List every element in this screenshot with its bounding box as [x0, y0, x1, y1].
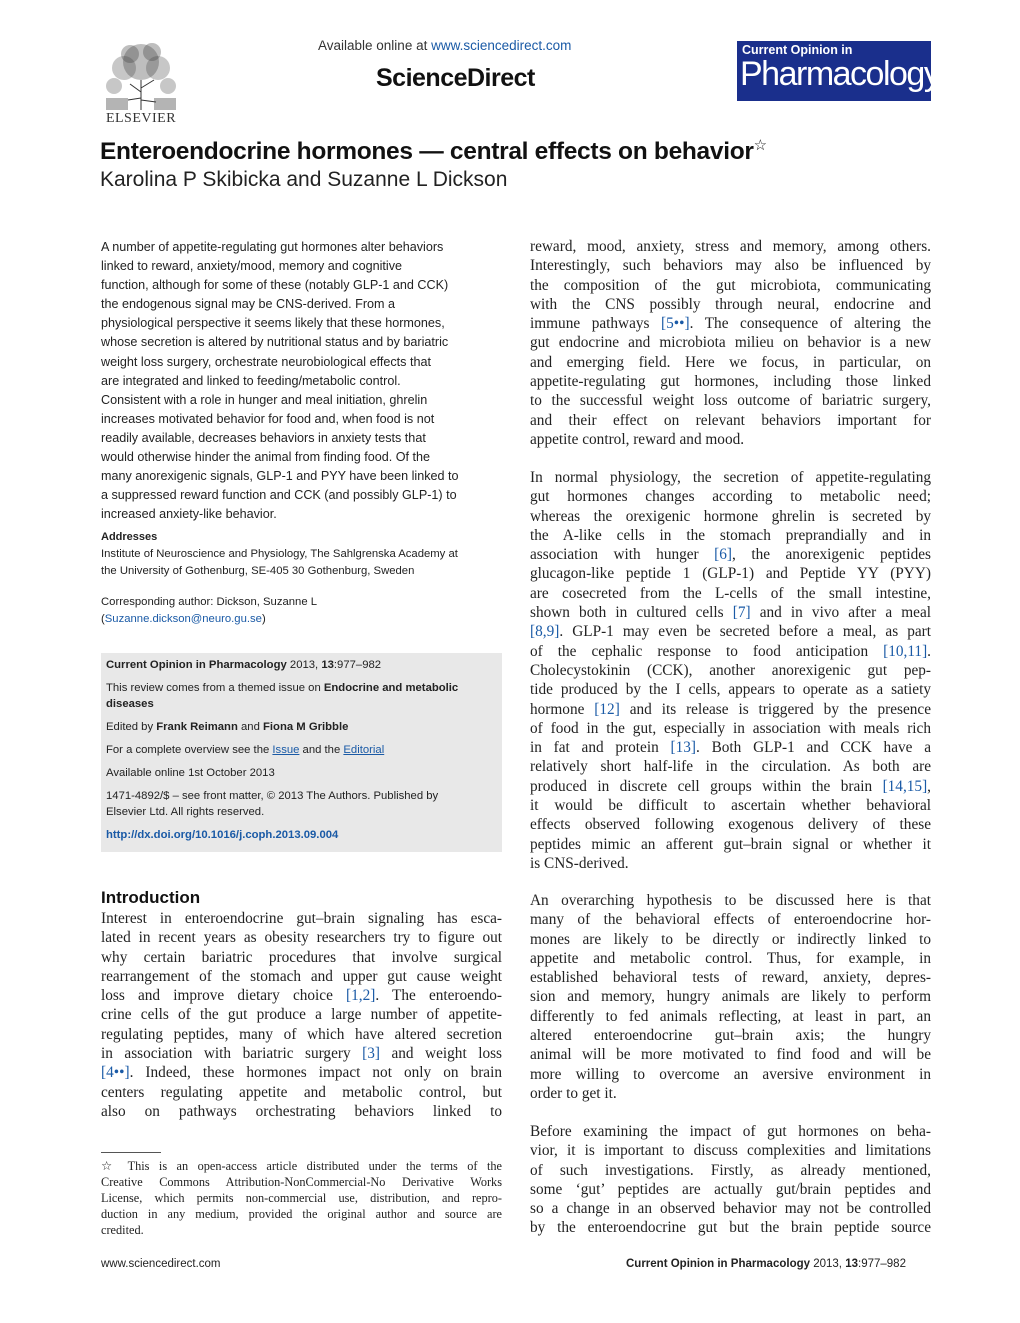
editorial-link[interactable]: Editorial: [343, 744, 385, 756]
addresses-heading: Addresses: [101, 531, 158, 543]
body-text: .: [927, 642, 931, 660]
footer-volume: 13: [845, 1258, 858, 1270]
body-text: in fat and protein: [530, 739, 671, 757]
corresponding-author: [101, 594, 503, 628]
body-line: In normal physiology, the secretion of appetite-regulating: [530, 469, 931, 486]
body-line: animal will be more motivated to find food and will be: [530, 1046, 931, 1064]
body-line: with the CNS possibly through neural, endocrine and: [530, 295, 931, 313]
article-title-text: Enteroendocrine hormones — central effects on behavior: [100, 138, 754, 166]
body-text: immune pathways: [530, 315, 662, 333]
reference-link[interactable]: [7]: [732, 604, 751, 622]
corresponding-author-email-line: (Suzanne.dickson@neuro.gu.se): [101, 613, 266, 625]
reference-link[interactable]: [1,2]: [346, 987, 376, 1005]
body-line: and emerging field. Here we focus, in particular, on: [530, 353, 931, 371]
body-line: [530, 700, 931, 719]
body-line: is CNS-derived.: [530, 854, 629, 872]
body-line: [530, 738, 931, 757]
body-line: so a change in an observed behavior may not be controlled: [530, 1200, 931, 1218]
themed-issue-line: [106, 682, 458, 694]
body-text: . The enteroendo-: [375, 987, 503, 1005]
editors-and: and: [237, 721, 264, 733]
body-text: hormone: [530, 700, 595, 718]
body-line: [530, 642, 931, 661]
journal-logo-small: Current Opinion in: [742, 43, 853, 57]
overview-and: and the: [299, 744, 344, 756]
address-line: Institute of Neuroscience and Physiology, The Sahlgrenska Academy at: [101, 548, 458, 560]
body-line: [530, 777, 931, 796]
article-authors: Karolina P Skibicka and Suzanne L Dickson: [100, 168, 508, 191]
body-line: altered enteroendocrine gut–brain axis; the hungry: [530, 1027, 931, 1045]
body-line: the A-like cells in the stomach preprandially and in: [530, 526, 931, 544]
body-text: and in vivo after a meal: [750, 604, 931, 622]
right-paragraph-1: [530, 237, 931, 449]
abstract-line: would otherwise hinder the animal from finding food. Of the: [101, 450, 431, 465]
body-text: , the anorexigenic peptides: [732, 546, 931, 564]
body-line: gut endocrine and microbiota milieu on behavior is a new: [530, 334, 931, 352]
available-online-date: Available online 1st October 2013: [106, 767, 275, 779]
body-text: . GLP-1 may even be secreted before a meal, as part: [559, 623, 931, 641]
body-line: of food in the gut, especially in association with meals rich: [530, 719, 931, 737]
copyright-line: 1471-4892/$ – see front matter, © 2013 The Authors. Published by: [106, 790, 439, 802]
open-access-footnote: [101, 1158, 502, 1238]
reference-link[interactable]: [8,9]: [530, 623, 560, 641]
body-line: peptides mimic an afferent gut–brain signal or whether it: [530, 835, 931, 853]
abstract-line: increased anxiety-like behavior.: [101, 507, 277, 522]
reference-link[interactable]: [3]: [362, 1045, 380, 1063]
abstract-line: Consistent with a role in hunger and meal initiation, ghrelin: [101, 392, 428, 407]
body-line: by the enteroendocrine gut but the brain peptide source: [530, 1219, 931, 1237]
reference-link[interactable]: [12]: [594, 700, 620, 718]
journal-logo: [737, 41, 940, 101]
abstract: [101, 238, 501, 524]
body-line: more willing to overcome an aversive environment in: [530, 1065, 931, 1083]
body-line: [101, 1044, 502, 1063]
footer-pages: :977–982: [858, 1258, 906, 1270]
body-line: also on pathways orchestrating behaviors linked to: [101, 1102, 502, 1120]
body-text: . Indeed, these hormones impact not only on brain: [129, 1064, 502, 1082]
body-line: [101, 1063, 502, 1082]
introduction-heading: Introduction: [101, 888, 201, 907]
body-line: regulating peptides, many of which have altered secretion: [101, 1025, 502, 1043]
body-line: differently to fed animals reflecting, at least in part, an: [530, 1007, 931, 1025]
abstract-line: weight loss surgery, orchestrate neurobiological effects that: [101, 354, 431, 369]
editor-name: Fiona M Gribble: [263, 721, 349, 733]
abstract-line: A number of appetite-regulating gut hormones alter behaviors: [101, 240, 444, 254]
body-line: [530, 622, 931, 641]
reference-link[interactable]: [4••]: [101, 1064, 130, 1082]
footnote-line: credited.: [101, 1223, 144, 1237]
body-text: of the cephalic response to food anticipation: [530, 642, 884, 660]
footnote-line: Creative Commons Attribution-NonCommercial-No Derivative Works: [101, 1175, 502, 1189]
body-line: established behavioral tests of reward, anxiety, depres-: [530, 969, 931, 987]
issue-link[interactable]: Issue: [272, 744, 300, 756]
abstract-line: increases motivated behavior for food and, when food is not: [101, 411, 435, 426]
themed-issue-prefix: This review comes from a themed issue on: [106, 682, 324, 694]
reference-link[interactable]: [6]: [714, 546, 732, 564]
body-line: [530, 545, 931, 564]
article-title: [100, 136, 767, 166]
body-text: association with hunger: [530, 546, 715, 564]
address-line: the University of Gothenburg, SE-405 30 Gothenburg, Sweden: [101, 565, 415, 577]
footnote-line: License, which permits non-commercial use, distribution, and repro-: [101, 1191, 502, 1205]
body-line: appetite and metabolic control. Thus, for example, in: [530, 949, 931, 967]
body-line: mones are likely to be directly or indirectly linked to: [530, 930, 931, 948]
body-line: order to get it.: [530, 1084, 617, 1102]
body-line: it would be difficult to ascertain whether behavioral: [530, 797, 931, 815]
body-line: Before examining the impact of gut hormones on beha-: [530, 1123, 931, 1140]
body-line: glucagon-like peptide 1 (GLP-1) and Peptide YY (PYY): [530, 565, 931, 583]
body-text: ,: [927, 777, 931, 795]
abstract-line: are integrated and linked to feeding/metabolic control.: [101, 373, 401, 388]
body-line: [530, 314, 931, 333]
abstract-line: a suppressed reward function and CCK (and possibly GLP-1) to: [101, 488, 457, 503]
abstract-line: linked to reward, anxiety/mood, memory and cognitive: [101, 259, 402, 274]
body-text: in association with bariatric surgery: [101, 1045, 363, 1063]
body-line: lated in recent years as obesity researchers try to figure out: [101, 929, 502, 947]
author-email-link[interactable]: Suzanne.dickson@neuro.gu.se: [104, 613, 262, 625]
body-text: loss and improve dietary choice: [101, 987, 347, 1005]
body-line: [101, 986, 502, 1005]
body-line: crine cells of the gut produce a large number of appetite-: [101, 1006, 502, 1024]
body-line: reward, mood, anxiety, stress and memory, among others.: [530, 238, 931, 255]
open-access-star-icon[interactable]: ☆: [753, 137, 767, 154]
body-line: [530, 603, 931, 622]
body-line: Cholecystokinin (CCK), another anorexigenic gut pep-: [530, 661, 931, 679]
body-text: . The consequence of altering the: [689, 315, 931, 333]
citation-pages: :977–982: [333, 659, 382, 671]
footer-journal: Current Opinion in Pharmacology: [626, 1258, 811, 1270]
body-line: to the successful weight loss outcome of bariatric surgery,: [530, 392, 931, 410]
abstract-line: readily available, decreases behaviors in anxiety tests that: [101, 430, 426, 445]
editors-line: [106, 721, 348, 733]
body-text: and weight loss: [379, 1045, 502, 1063]
body-line: many of the behavioral effects of enteroendocrine hor-: [530, 911, 931, 929]
body-line: centers regulating appetite and metabolic control, but: [101, 1083, 502, 1101]
body-line: some ‘gut’ peptides are actually gut/brain peptides and: [530, 1180, 931, 1198]
available-prefix: Available online at: [318, 38, 432, 53]
editor-name: Frank Reimann: [156, 721, 238, 733]
copyright-line-2: Elsevier Ltd. All rights reserved.: [106, 806, 265, 818]
body-line: Interest in enteroendocrine gut–brain signaling has esca-: [101, 910, 502, 927]
reference-link[interactable]: [14,15]: [882, 777, 928, 795]
journal-logo-big: Pharmacology: [740, 55, 940, 93]
publisher-name: ELSEVIER: [105, 111, 177, 126]
citation-year: 2013,: [286, 659, 322, 671]
footnote-line: ☆ This is an open-access article distributed under the terms of the: [101, 1159, 502, 1173]
abstract-line: physiological perspective it seems likely that these hormones,: [101, 316, 445, 331]
footer-url[interactable]: www.sciencedirect.com: [101, 1258, 221, 1270]
body-text: produced in discrete cell groups within the brain: [530, 777, 883, 795]
body-line: relatively short half-life in the circulation. As both are: [530, 758, 931, 776]
reference-link[interactable]: [5••]: [661, 315, 690, 333]
body-line: whereas the orexigenic hormone ghrelin is secreted by: [530, 507, 931, 525]
edited-by-prefix: Edited by: [106, 721, 157, 733]
article-info-box: [101, 653, 502, 852]
body-line: appetite-regulating gut hormones, including those linked: [530, 373, 931, 391]
available-online: [318, 38, 571, 53]
reference-link[interactable]: [10,11]: [883, 642, 928, 660]
body-text: shown both in cultured cells: [530, 604, 733, 622]
abstract-line: many anorexigenic signals, GLP-1 and PYY have been linked to: [101, 469, 459, 484]
body-line: sion and memory, hungry animals are likely to perform: [530, 988, 931, 1006]
address-block: [101, 546, 503, 580]
overview-prefix: For a complete overview see the: [106, 744, 273, 756]
body-line: rearrangement of the stomach and upper gut cause weight: [101, 967, 502, 985]
abstract-line: the endogenous signal may be CNS-derived. From a: [101, 297, 396, 312]
themed-issue-name: Endocrine and metabolic: [323, 682, 459, 694]
footnote-line: duction in any medium, provided the original author and source are: [101, 1207, 502, 1221]
introduction-body: [101, 909, 502, 1121]
themed-issue-name-cont: diseases: [106, 698, 154, 710]
right-paragraph-3: [530, 891, 931, 1103]
body-line: An overarching hypothesis to be discussed here is that: [530, 892, 931, 909]
overview-line: [106, 744, 384, 756]
abstract-line: whose secretion is altered by nutritional status and by bariatric: [101, 335, 449, 350]
reference-link[interactable]: [13]: [670, 739, 696, 757]
body-line: are cosecreted from the L-cells of the small intestine,: [530, 584, 931, 602]
body-line: vior, it is important to discuss complexities and limitations: [530, 1142, 931, 1160]
citation-journal: Current Opinion in Pharmacology: [106, 659, 287, 671]
right-paragraph-2: [530, 468, 931, 873]
citation-line: [106, 659, 381, 671]
corresponding-author-name: Corresponding author: Dickson, Suzanne L: [101, 596, 318, 608]
right-paragraph-4: [530, 1122, 931, 1238]
body-line: appetite control, reward and mood.: [530, 430, 745, 448]
sciencedirect-url-link[interactable]: www.sciencedirect.com: [431, 38, 572, 53]
body-line: why certain bariatric procedures that involve surgical: [101, 948, 502, 966]
body-line: the composition of the gut microbiota, communicating: [530, 276, 931, 294]
footer-citation: [626, 1258, 906, 1270]
body-line: gut hormones changes according to metabolic need;: [530, 488, 931, 506]
body-line: tide produced by the I cells, appears to operate as a satiety: [530, 681, 931, 699]
body-line: of such investigations. Firstly, as already mentioned,: [530, 1161, 931, 1179]
abstract-line: function, although for some of these (notably GLP-1 and CCK): [101, 278, 449, 293]
footnote-divider: [101, 1152, 161, 1153]
doi-link[interactable]: http://dx.doi.org/10.1016/j.coph.2013.09.004: [106, 829, 339, 841]
body-text: and its release is triggered by the presence: [619, 700, 931, 718]
citation-volume: 13: [321, 659, 334, 671]
footer-year: 2013,: [810, 1258, 846, 1270]
sciencedirect-wordmark: ScienceDirect: [376, 64, 535, 92]
body-line: and their effect on relevant behaviors important for: [530, 411, 931, 429]
themed-issue-line-2: [106, 698, 154, 710]
body-text: . Both GLP-1 and CCK have a: [696, 739, 931, 757]
body-line: effects observed following exogenous delivery of these: [530, 816, 931, 834]
body-line: Interestingly, such behaviors may also be influenced by: [530, 257, 931, 275]
